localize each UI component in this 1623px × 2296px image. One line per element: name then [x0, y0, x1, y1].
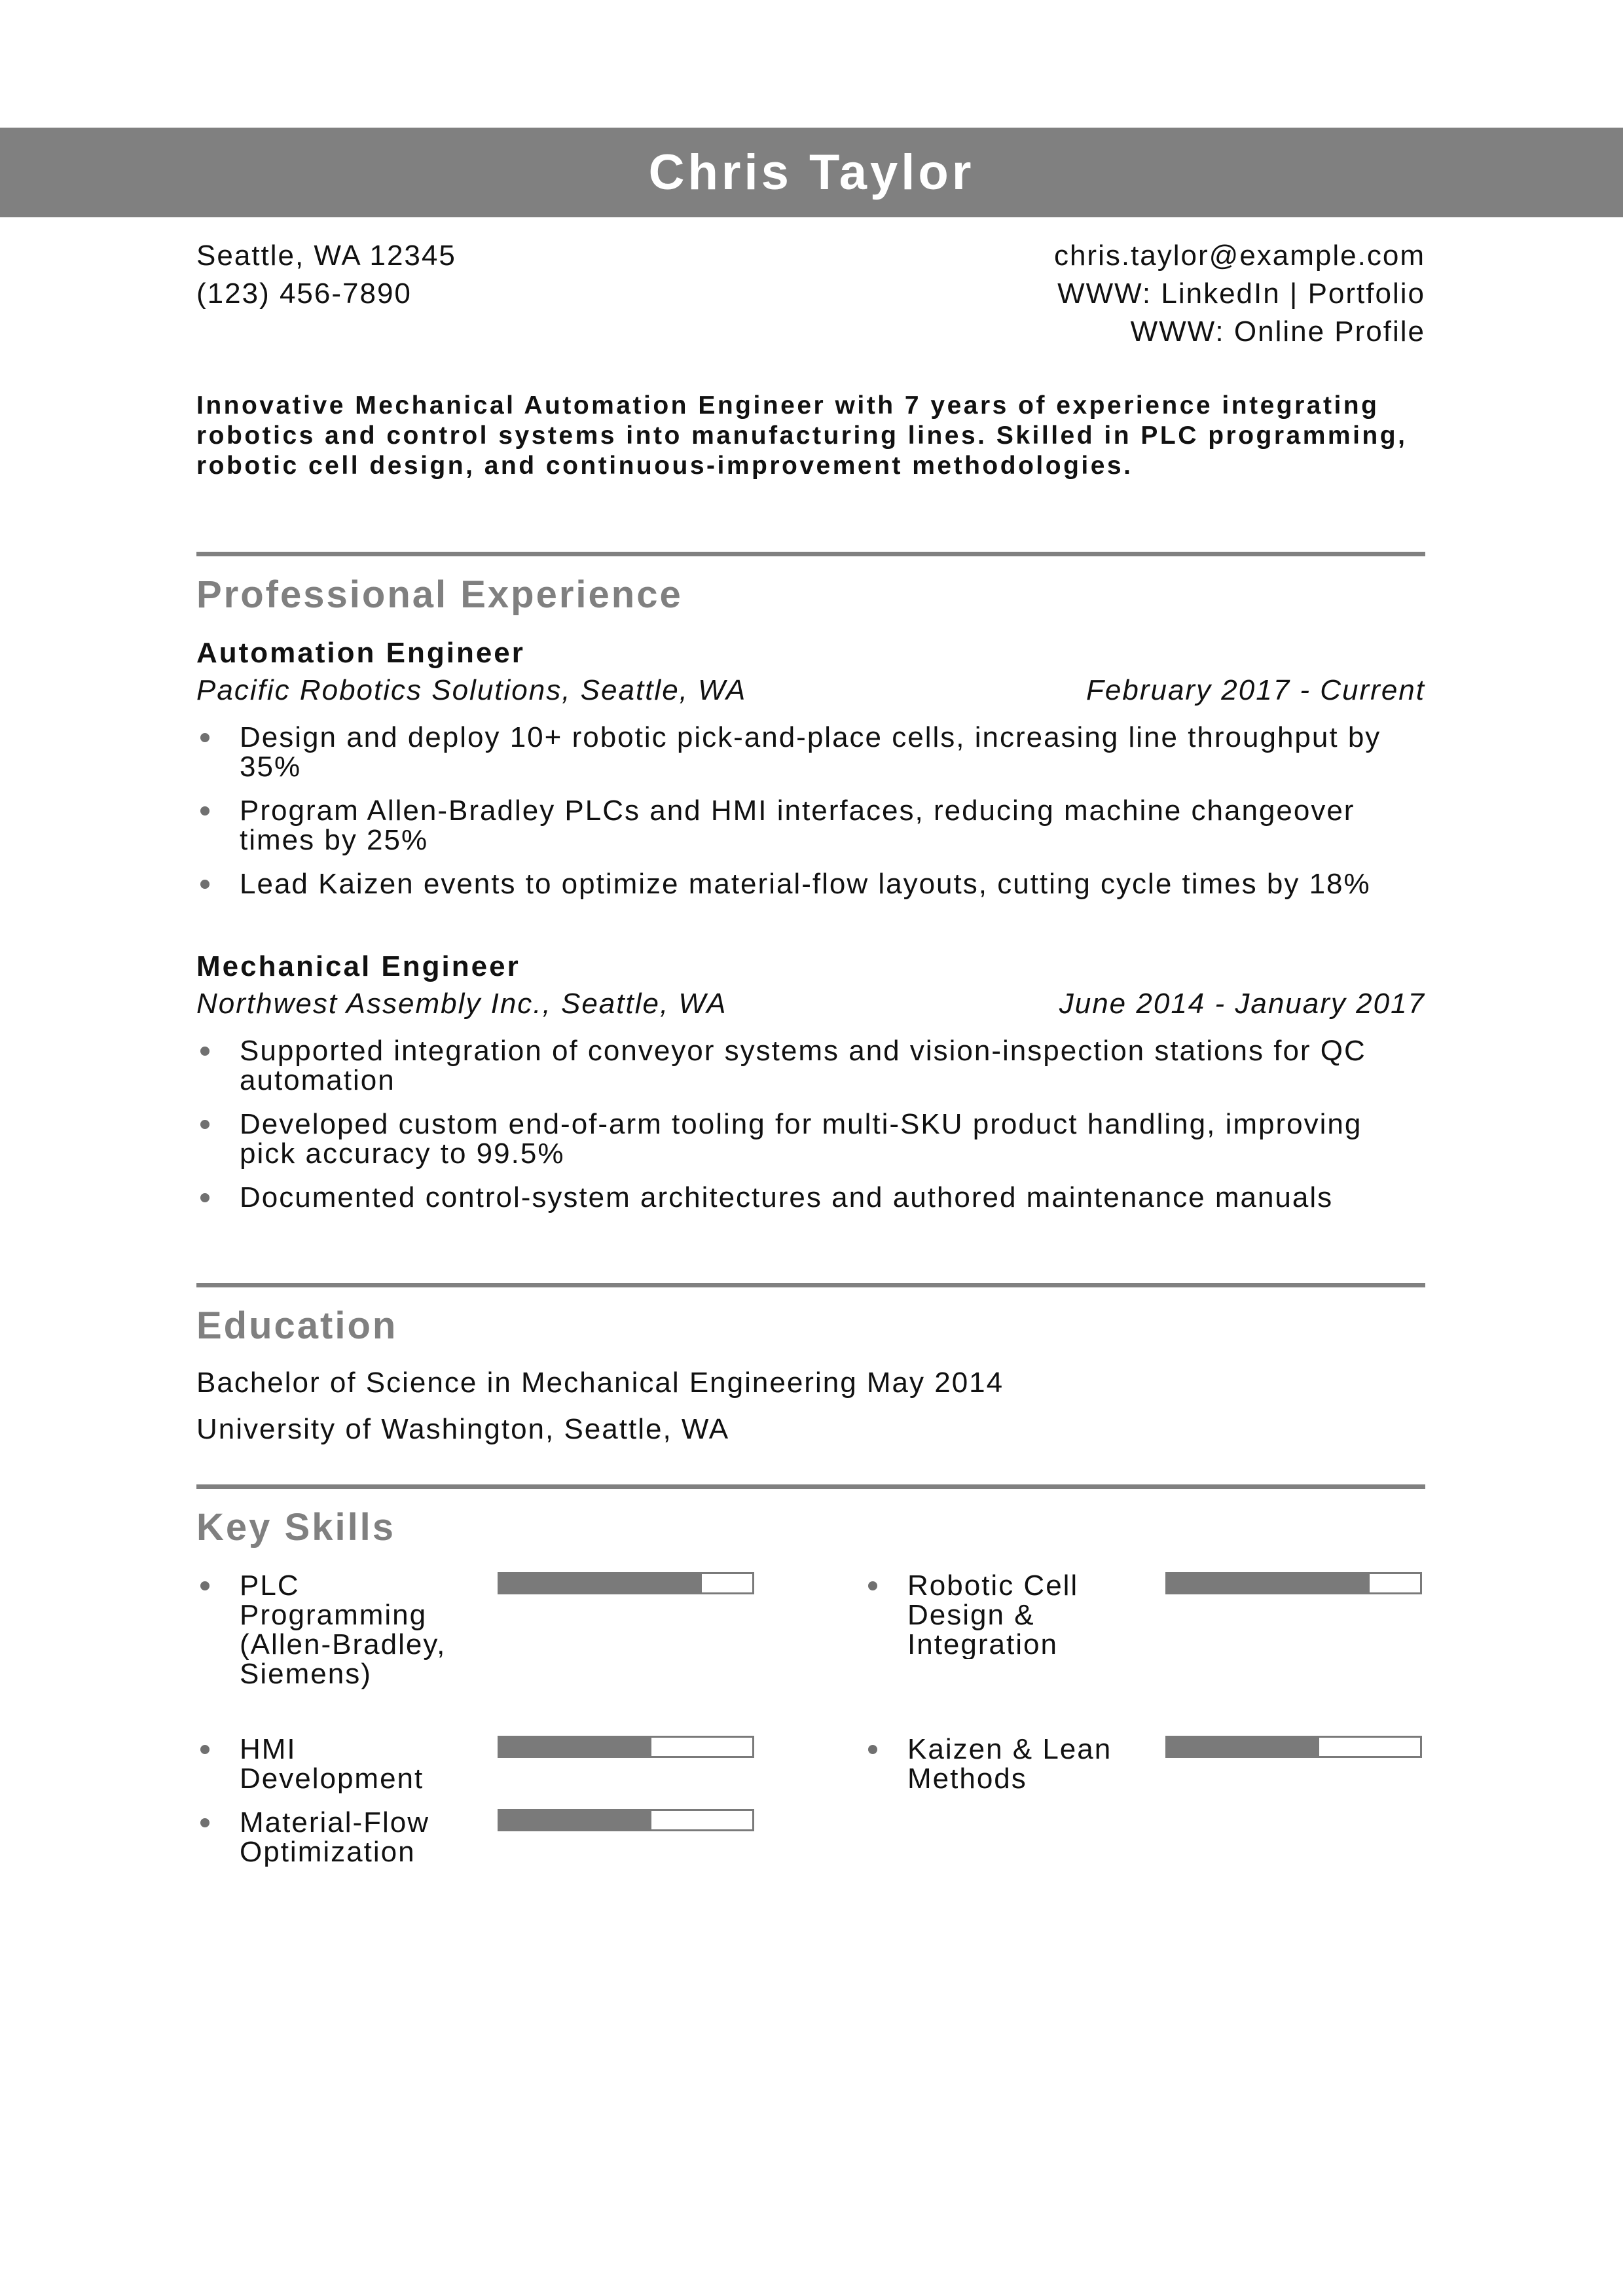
job-title: Automation Engineer — [196, 637, 525, 669]
contact-left — [196, 237, 456, 313]
list-item: Documented control-system architectures and authored maintenance manuals — [196, 1183, 1425, 1212]
skill-level-fill — [500, 1811, 651, 1829]
section-divider — [196, 1283, 1425, 1287]
candidate-name: Chris Taylor — [648, 145, 975, 200]
bullet-icon — [200, 1193, 210, 1202]
skill-level-fill — [500, 1738, 651, 1756]
bullet-icon — [200, 1581, 210, 1590]
skill-item — [864, 1734, 1427, 1797]
job-bullets — [196, 1036, 1425, 1227]
bullet-icon — [200, 1120, 210, 1129]
skill-level-bar — [498, 1809, 754, 1831]
address: Seattle, WA 12345 — [196, 240, 456, 272]
skill-level-fill — [1167, 1738, 1319, 1756]
job-title: Mechanical Engineer — [196, 950, 520, 982]
skill-level-bar — [1165, 1572, 1422, 1594]
skill-label: PLC Programming (Allen-Bradley, Siemens) — [240, 1570, 447, 1690]
list-item: Supported integration of conveyor systems and vision-inspection stations for QC automation — [196, 1036, 1425, 1095]
list-item: Program Allen-Bradley PLCs and HMI interfaces, reducing machine changeover times by 25% — [196, 796, 1425, 855]
skill-level-fill — [1167, 1574, 1370, 1592]
phone: (123) 456-7890 — [196, 278, 412, 310]
bullet-icon — [200, 733, 210, 742]
list-item: Design and deploy 10+ robotic pick-and-place cells, increasing line throughput by 35% — [196, 723, 1425, 781]
skills-heading: Key Skills — [196, 1506, 396, 1549]
skill-item — [196, 1808, 759, 1870]
job-dates: February 2017 - Current — [1086, 674, 1425, 706]
skill-level-bar — [1165, 1736, 1422, 1758]
degree: Bachelor of Science in Mechanical Engineering May 2014 — [196, 1367, 1004, 1399]
school: University of Washington, Seattle, WA — [196, 1413, 730, 1445]
company: Northwest Assembly Inc., Seattle, WA — [196, 988, 727, 1020]
skill-label: Kaizen & Lean Methods — [907, 1733, 1112, 1795]
online-profile-link[interactable]: WWW: Online Profile — [1130, 315, 1425, 348]
website-links[interactable]: WWW: LinkedIn | Portfolio — [1057, 278, 1425, 310]
job-dates: June 2014 - January 2017 — [1059, 988, 1425, 1020]
bullet-icon — [868, 1745, 877, 1754]
education-heading: Education — [196, 1304, 398, 1347]
skill-item — [196, 1734, 759, 1797]
email-link[interactable]: chris.taylor@example.com — [1053, 240, 1425, 272]
bullet-icon — [200, 1745, 210, 1754]
bullet-icon — [200, 806, 210, 816]
list-item: Lead Kaizen events to optimize material-flow layouts, cutting cycle times by 18% — [196, 869, 1425, 899]
experience-heading: Professional Experience — [196, 573, 683, 616]
bullet-icon — [200, 1818, 210, 1827]
section-divider — [196, 552, 1425, 556]
skill-item — [196, 1571, 759, 1721]
bullet-icon — [200, 880, 210, 889]
contact-right — [1054, 237, 1425, 351]
skill-label: Material-Flow Optimization — [240, 1808, 430, 1867]
skill-label: HMI Development — [240, 1734, 424, 1793]
bullet-icon — [868, 1581, 877, 1590]
skill-level-bar — [498, 1736, 754, 1758]
skill-level-fill — [500, 1574, 702, 1592]
skill-level-bar — [498, 1572, 754, 1594]
skill-item — [864, 1571, 1427, 1662]
skill-label: Robotic Cell Design & Integration — [907, 1571, 1079, 1659]
list-item: Developed custom end-of-arm tooling for multi-SKU product handling, improving pick accuracy to 99.5% — [196, 1109, 1425, 1168]
job-bullets — [196, 723, 1425, 913]
section-divider — [196, 1484, 1425, 1489]
company: Pacific Robotics Solutions, Seattle, WA — [196, 674, 747, 706]
bullet-icon — [200, 1047, 210, 1056]
name-banner — [0, 128, 1623, 217]
professional-summary: Innovative Mechanical Automation Engineer with 7 years of experience integrating robotics and control systems into manufacturing lines. Skilled in PLC programming, robotic cell design, and continuous-improvement methodologies. — [196, 391, 1408, 480]
